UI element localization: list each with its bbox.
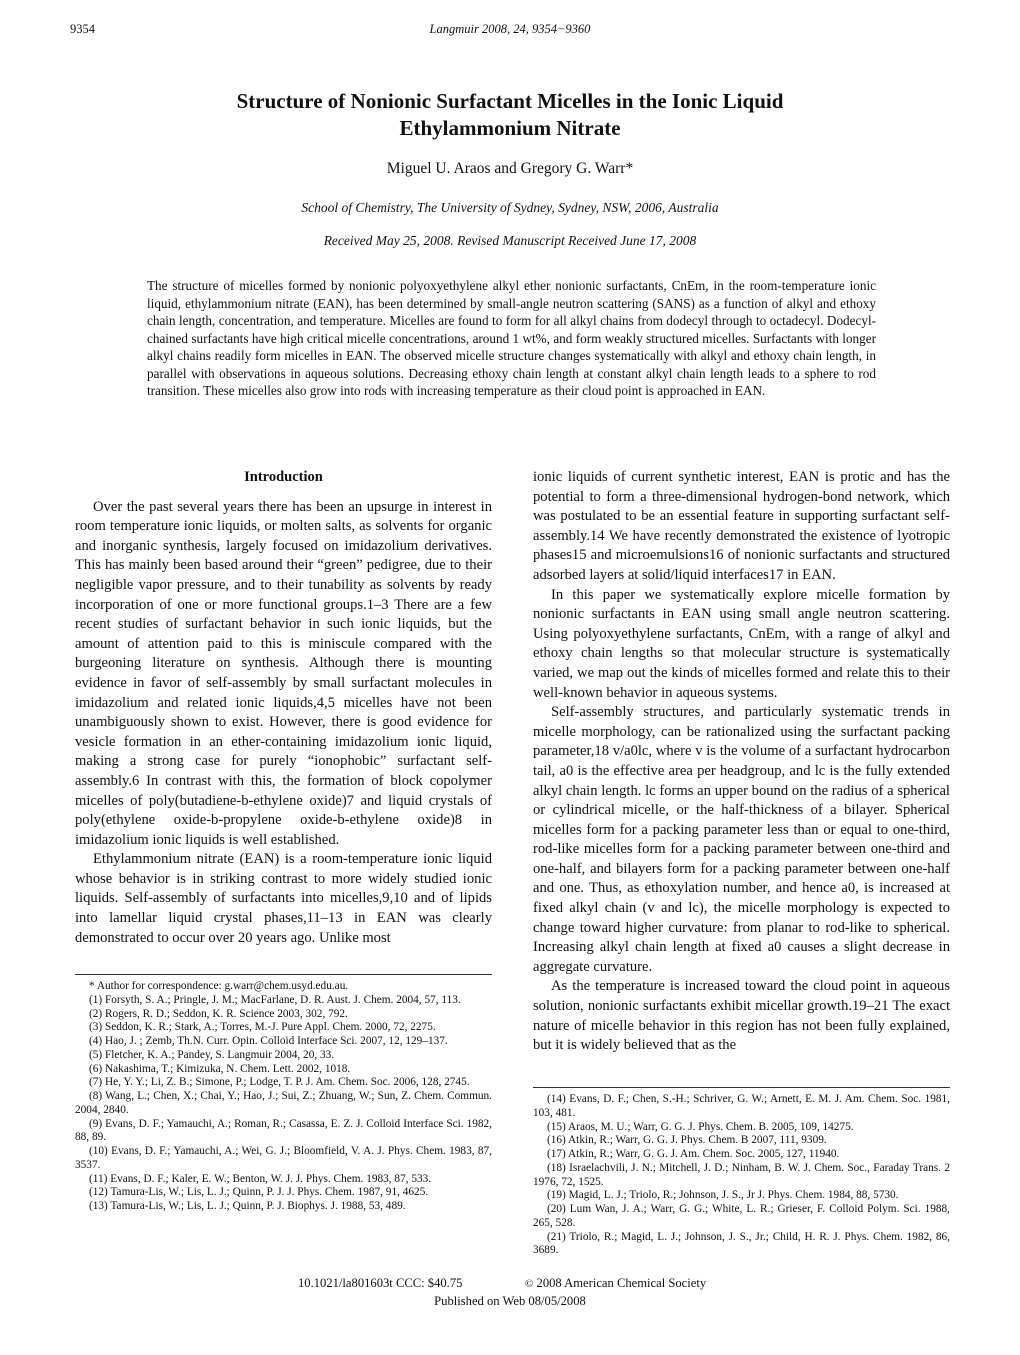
footnote: (9) Evans, D. F.; Yamauchi, A.; Roman, R.; Casassa, E. Z. J. Colloid Interface Sci. 1982, 88, 89. — [75, 1117, 492, 1144]
copyright-line — [525, 1276, 706, 1291]
footnote: (4) Hao, J. ; Zemb, Th.N. Curr. Opin. Colloid Interface Sci. 2007, 12, 129–137. — [89, 1035, 448, 1047]
footnotes-left — [75, 980, 492, 1214]
footnote: (14) Evans, D. F.; Chen, S.-H.; Schriver, G. W.; Arnett, E. M. J. Am. Chem. Soc. 1981, 103, 481. — [533, 1093, 950, 1119]
doi-line: 10.1021/la801603t CCC: $40.75 — [298, 1276, 463, 1290]
footnote: (5) Fletcher, K. A.; Pandey, S. Langmuir 2004, 20, 33. — [89, 1048, 335, 1061]
footnote: (15) Araos, M. U.; Warr, G. G. J. Phys. Chem. B. 2005, 109, 14275. — [547, 1120, 854, 1133]
footnote: * Author for correspondence: g.warr@chem.usyd.edu.au. — [89, 980, 349, 992]
journal-citation: Langmuir 2008, 24, 9354−9360 — [429, 22, 591, 36]
footnote: (19) Magid, L. J.; Triolo, R.; Johnson, J. S., Jr J. Phys. Chem. 1984, 88, 5730. — [547, 1189, 899, 1202]
footnote: (12) Tamura-Lis, W.; Lis, L. J.; Quinn, P. J. J. Phys. Chem. 1987, 91, 4625. — [89, 1186, 429, 1199]
paragraph: Ethylammonium nitrate (EAN) is a room-temperature ionic liquid whose behavior is in striking contrast to more widely studied ionic liquids. Self-assembly of surfactants into micelles,9,10 and of lipids into lamellar liquid crystal phases,11–13 in EAN was clearly demonstrated to occur over 20 years ago. Unlike most — [75, 851, 492, 946]
page-number: 9354 — [70, 22, 95, 36]
footnote: (7) He, Y. Y.; Li, Z. B.; Simone, P.; Lodge, T. P. J. Am. Chem. Soc. 2006, 128, 2745. — [89, 1076, 470, 1089]
right-column — [533, 468, 950, 1056]
title-line-1: Structure of Nonionic Surfactant Micelles in the Ionic Liquid — [236, 89, 784, 113]
paragraph: As the temperature is increased toward the cloud point in aqueous solution, nonionic surfactants exhibit micellar growth.19–21 The exact nature of micelle behavior in this region has not been fully explained, but it is widely believed that as the — [533, 978, 950, 1054]
footnote: (10) Evans, D. F.; Yamauchi, A.; Wei, G. J.; Bloomfield, V. A. J. Phys. Chem. 1983, 87, 3537. — [75, 1145, 492, 1171]
published-date: Published on Web 08/05/2008 — [434, 1294, 586, 1308]
footnotes-right — [533, 1093, 950, 1258]
footnote: (6) Nakashima, T.; Kimizuka, N. Chem. Lett. 2002, 1018. — [89, 1062, 351, 1075]
footnote: (11) Evans, D. F.; Kaler, E. W.; Benton, W. J. J. Phys. Chem. 1983, 87, 533. — [89, 1172, 432, 1185]
page-header — [70, 22, 950, 38]
paragraph: Over the past several years there has been an upsurge in interest in room temperature ionic liquids, or molten salts, as solvents for organic and inorganic synthesis, largely focused on imidazolium derivatives. This has mainly been based around their “green” pedigree, due to their negligible vapor pressure, and to their tunability as solvents by ready incorporation of one or more functional groups.1–3 There are a few recent studies of surfactant behavior in such ionic liquids, but the amount of attention paid to this is miniscule compared with the burgeoning literature on synthesis. Although there is mounting evidence in favor of self-assembly by small surfactant molecules in imidazolium and related ionic liquids,4,5 micelles have not been unambiguously shown to exist. However, there is good evidence for vesicle formation in an ether-containing imidazolium ionic liquid, making a strong case for purely “ionophobic” surfactant self-assembly.6 In contrast with this, the formation of block copolymer micelles of poly(butadiene-b-ethylene oxide)7 and liquid crystals of poly(ethylene oxide-b-propylene oxide-b-ethylene oxide)8 in imidazolium ionic liquids is well established. — [75, 498, 492, 848]
abstract: The structure of micelles formed by nonionic polyoxyethylene alkyl ether nonionic surfactants, CnEm, in the room-temperature ionic liquid, ethylammonium nitrate (EAN), has been determined by small-angle neutron scattering (SANS) as a function of alkyl and ethoxy chain length, concentration, and temperature. Micelles are found to form for all alkyl chains from dodecyl through to octadecyl. Dodecyl-chained surfactants have high critical micelle concentrations, around 1 wt%, and form weakly structured micelles. Surfactants with longer alkyl chains readily form micelles in EAN. The observed micelle structure changes systematically with alkyl and ethoxy chain length, in parallel with observations in aqueous solutions. Decreasing ethoxy chain length at constant alkyl chain length leads to a sphere to rod transition. These micelles also grow into rods with increasing temperature as their cloud point is approached in EAN. — [147, 278, 876, 398]
footnote-divider — [75, 974, 492, 975]
footnote: (3) Seddon, K. R.; Stark, A.; Torres, M.-J. Pure Appl. Chem. 2000, 72, 2275. — [89, 1021, 436, 1034]
footnote: (8) Wang, L.; Chen, X.; Chai, Y.; Hao, J.; Sui, Z.; Zhuang, W.; Sun, Z. Chem. Commun. 2004, 2840. — [75, 1090, 492, 1116]
paragraph: Self-assembly structures, and particularly systematic trends in micelle morphology, can be rationalized using the surfactant packing parameter,18 v/a0lc, where v is the volume of a surfactant hydrocarbon tail, a0 is the effective area per headgroup, and lc is the fully extended alkyl chain length. lc forms an upper bound on the radius of a spherical or cylindrical micelle, or the half-thickness of a bilayer. Spherical micelles form for a packing parameter less than or equal to one-third, rod-like micelles form for a packing parameter between one-third and one-half, and bilayers form for a packing parameter between one-half and one. Thus, as ethoxylation number, and hence a0, is increased at fixed alkyl chain (v and lc), the micelle morphology is expected to change toward higher curvature: from planar to rod-like to spherical. Increasing alkyl chain length at fixed a0 causes a slight decrease in aggregate curvature. — [533, 704, 950, 975]
copyright-text: 2008 American Chemical Society — [536, 1276, 707, 1290]
section-heading-introduction: Introduction — [244, 469, 323, 485]
authors: Miguel U. Araos and Gregory G. Warr* — [386, 160, 634, 177]
footnote: (21) Triolo, R.; Magid, L. J.; Johnson, J. S., Jr.; Child, H. R. J. Phys. Chem. 1982, 86, 3689. — [533, 1230, 950, 1257]
received-dates: Received May 25, 2008. Revised Manuscript Received June 17, 2008 — [323, 233, 697, 248]
paragraph: In this paper we systematically explore micelle formation by nonionic surfactants in EAN using small angle neutron scattering. Using polyoxyethylene surfactants, CnEm, with a range of alkyl and ethoxy chain lengths so that molecular structure is systematically varied, we map out the kinds of micelles formed and relate this to their well-known behavior in aqueous systems. — [533, 586, 950, 701]
footnote: (20) Lum Wan, J. A.; Warr, G. G.; White, L. R.; Grieser, F. Colloid Polym. Sci. 1988, 265, 528. — [533, 1203, 950, 1229]
article-title — [0, 88, 1020, 142]
affiliation: School of Chemistry, The University of Sydney, Sydney, NSW, 2006, Australia — [301, 200, 719, 215]
footnote: (2) Rogers, R. D.; Seddon, K. R. Science 2003, 302, 792. — [89, 1007, 348, 1020]
footnote-divider — [533, 1087, 950, 1088]
left-column — [75, 468, 492, 948]
footnote: (16) Atkin, R.; Warr, G. G. J. Phys. Chem. B 2007, 111, 9309. — [547, 1134, 827, 1147]
footnote: (1) Forsyth, S. A.; Pringle, J. M.; MacFarlane, D. R. Aust. J. Chem. 2004, 57, 113. — [89, 993, 461, 1006]
copyright-symbol: © — [525, 1278, 534, 1290]
footnote: (13) Tamura-Lis, W.; Lis, L. J.; Quinn, P. J. Biophys. J. 1988, 53, 489. — [89, 1200, 406, 1212]
title-line-2: Ethylammonium Nitrate — [399, 116, 621, 140]
footnote: (17) Atkin, R.; Warr, G. G. J. Am. Chem. Soc. 2005, 127, 11940. — [547, 1148, 840, 1160]
paragraph: ionic liquids of current synthetic interest, EAN is protic and has the potential to form a three-dimensional hydrogen-bond network, which was postulated to be an essential feature in supporting surfactant self-assembly.14 We have recently demonstrated the existence of lyotropic phases15 and microemulsions16 of nonionic surfactants and structured adsorbed layers at solid/liquid interfaces17 in EAN. — [533, 469, 950, 583]
footnote: (18) Israelachvili, J. N.; Mitchell, J. D.; Ninham, B. W. J. Chem. Soc., Faraday Trans. 2 1976, 72, 1525. — [533, 1161, 950, 1188]
